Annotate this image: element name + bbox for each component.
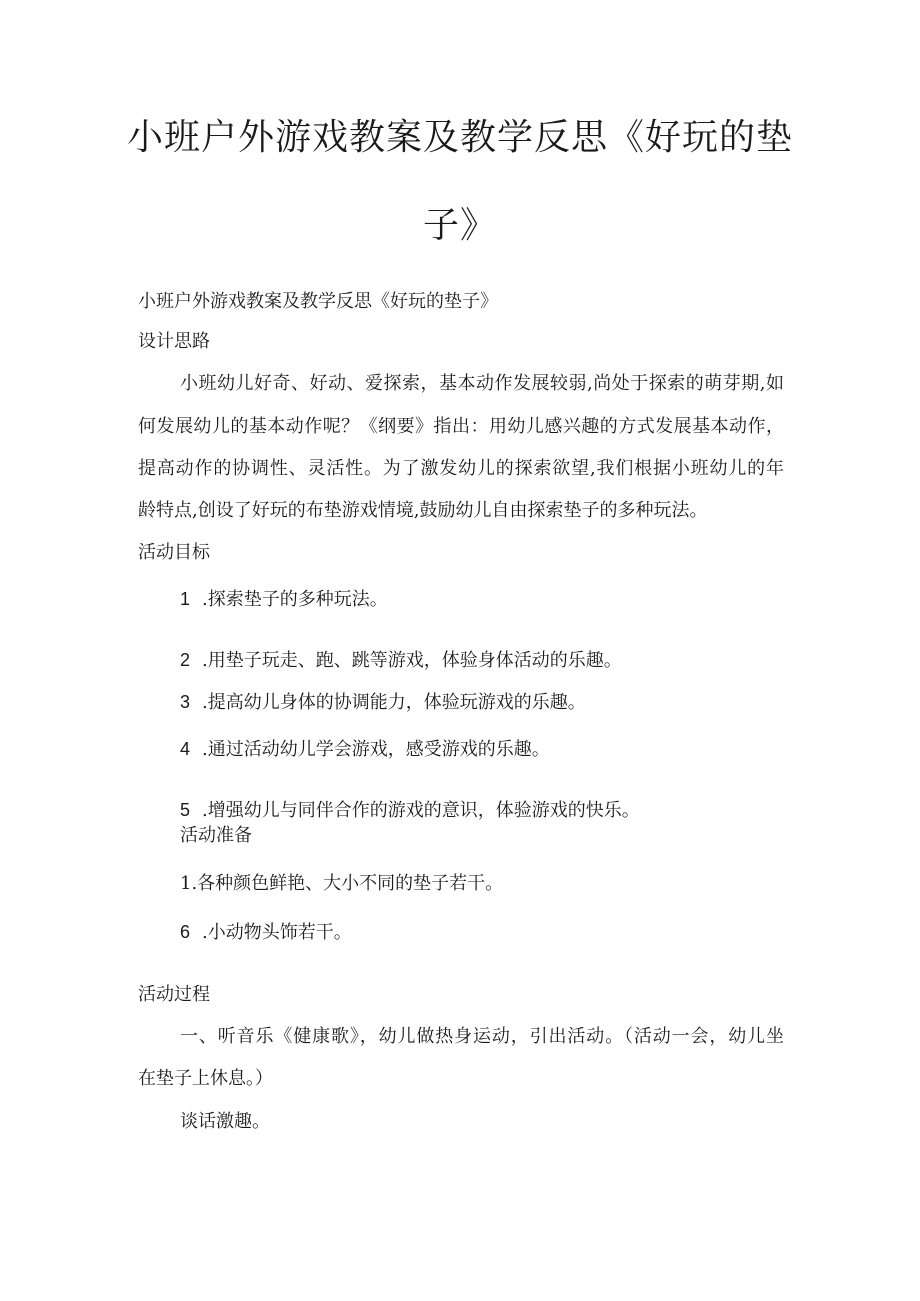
goal-item-text: .探索垫子的多种玩法。 bbox=[202, 589, 388, 610]
document-title-line-1: 小班户外游戏教案及教学反思《好玩的垫 bbox=[126, 117, 793, 158]
process-step-1-line-1: 一、听音乐《健康歌》，幼儿做热身运动，引出活动。（活动一会，幼儿坐 bbox=[180, 1026, 784, 1047]
design-heading: 设计思路 bbox=[138, 331, 210, 352]
prep-item-text: .小动物头饰若干。 bbox=[202, 922, 352, 943]
goal-item-5 bbox=[180, 801, 640, 820]
goal-item-3 bbox=[180, 693, 586, 712]
goal-item-text: .提高幼儿身体的协调能力，体验玩游戏的乐趣。 bbox=[202, 692, 586, 713]
document-subtitle: 小班户外游戏教案及教学反思《好玩的垫子》 bbox=[138, 291, 498, 312]
goal-item-1 bbox=[180, 590, 388, 609]
prep-item-number: 6 bbox=[180, 922, 191, 942]
prep-heading: 活动准备 bbox=[180, 825, 252, 846]
goal-item-4 bbox=[180, 740, 550, 759]
process-step-1-line-3: 谈话激趣。 bbox=[180, 1111, 270, 1132]
goal-item-number: 2 bbox=[180, 650, 191, 670]
design-paragraph-line-2: 何发展幼儿的基本动作呢？《纲要》指出：用幼儿感兴趣的方式发展基本动作， bbox=[138, 416, 784, 437]
goals-heading: 活动目标 bbox=[138, 542, 210, 563]
process-step-1-line-2: 在垫子上休息。） bbox=[138, 1068, 273, 1089]
goal-item-number: 3 bbox=[180, 692, 191, 712]
goal-item-text: .通过活动幼儿学会游戏，感受游戏的乐趣。 bbox=[202, 739, 550, 760]
document-title-line-2: 子》 bbox=[422, 205, 497, 246]
goal-item-number: 1 bbox=[180, 589, 191, 609]
goal-item-text: .用垫子玩走、跑、跳等游戏，体验身体活动的乐趣。 bbox=[202, 650, 622, 671]
goal-item-number: 4 bbox=[180, 739, 191, 759]
goal-item-text: .增强幼儿与同伴合作的游戏的意识，体验游戏的快乐。 bbox=[202, 800, 640, 821]
design-paragraph-line-1: 小班幼儿好奇、好动、爱探索，基本动作发展较弱,尚处于探索的萌芽期,如 bbox=[180, 373, 784, 394]
goal-item-2 bbox=[180, 651, 622, 670]
prep-item-1: 1.各种颜色鲜艳、大小不同的垫子若干。 bbox=[180, 873, 504, 894]
prep-item-2 bbox=[180, 923, 352, 942]
goal-item-number: 5 bbox=[180, 800, 191, 820]
design-paragraph-line-4: 龄特点,创设了好玩的布垫游戏情境,鼓励幼儿自由探索垫子的多种玩法。 bbox=[138, 500, 708, 521]
process-heading: 活动过程 bbox=[138, 984, 210, 1005]
design-paragraph-line-3: 提高动作的协调性、灵活性。为了激发幼儿的探索欲望,我们根据小班幼儿的年 bbox=[138, 458, 784, 479]
